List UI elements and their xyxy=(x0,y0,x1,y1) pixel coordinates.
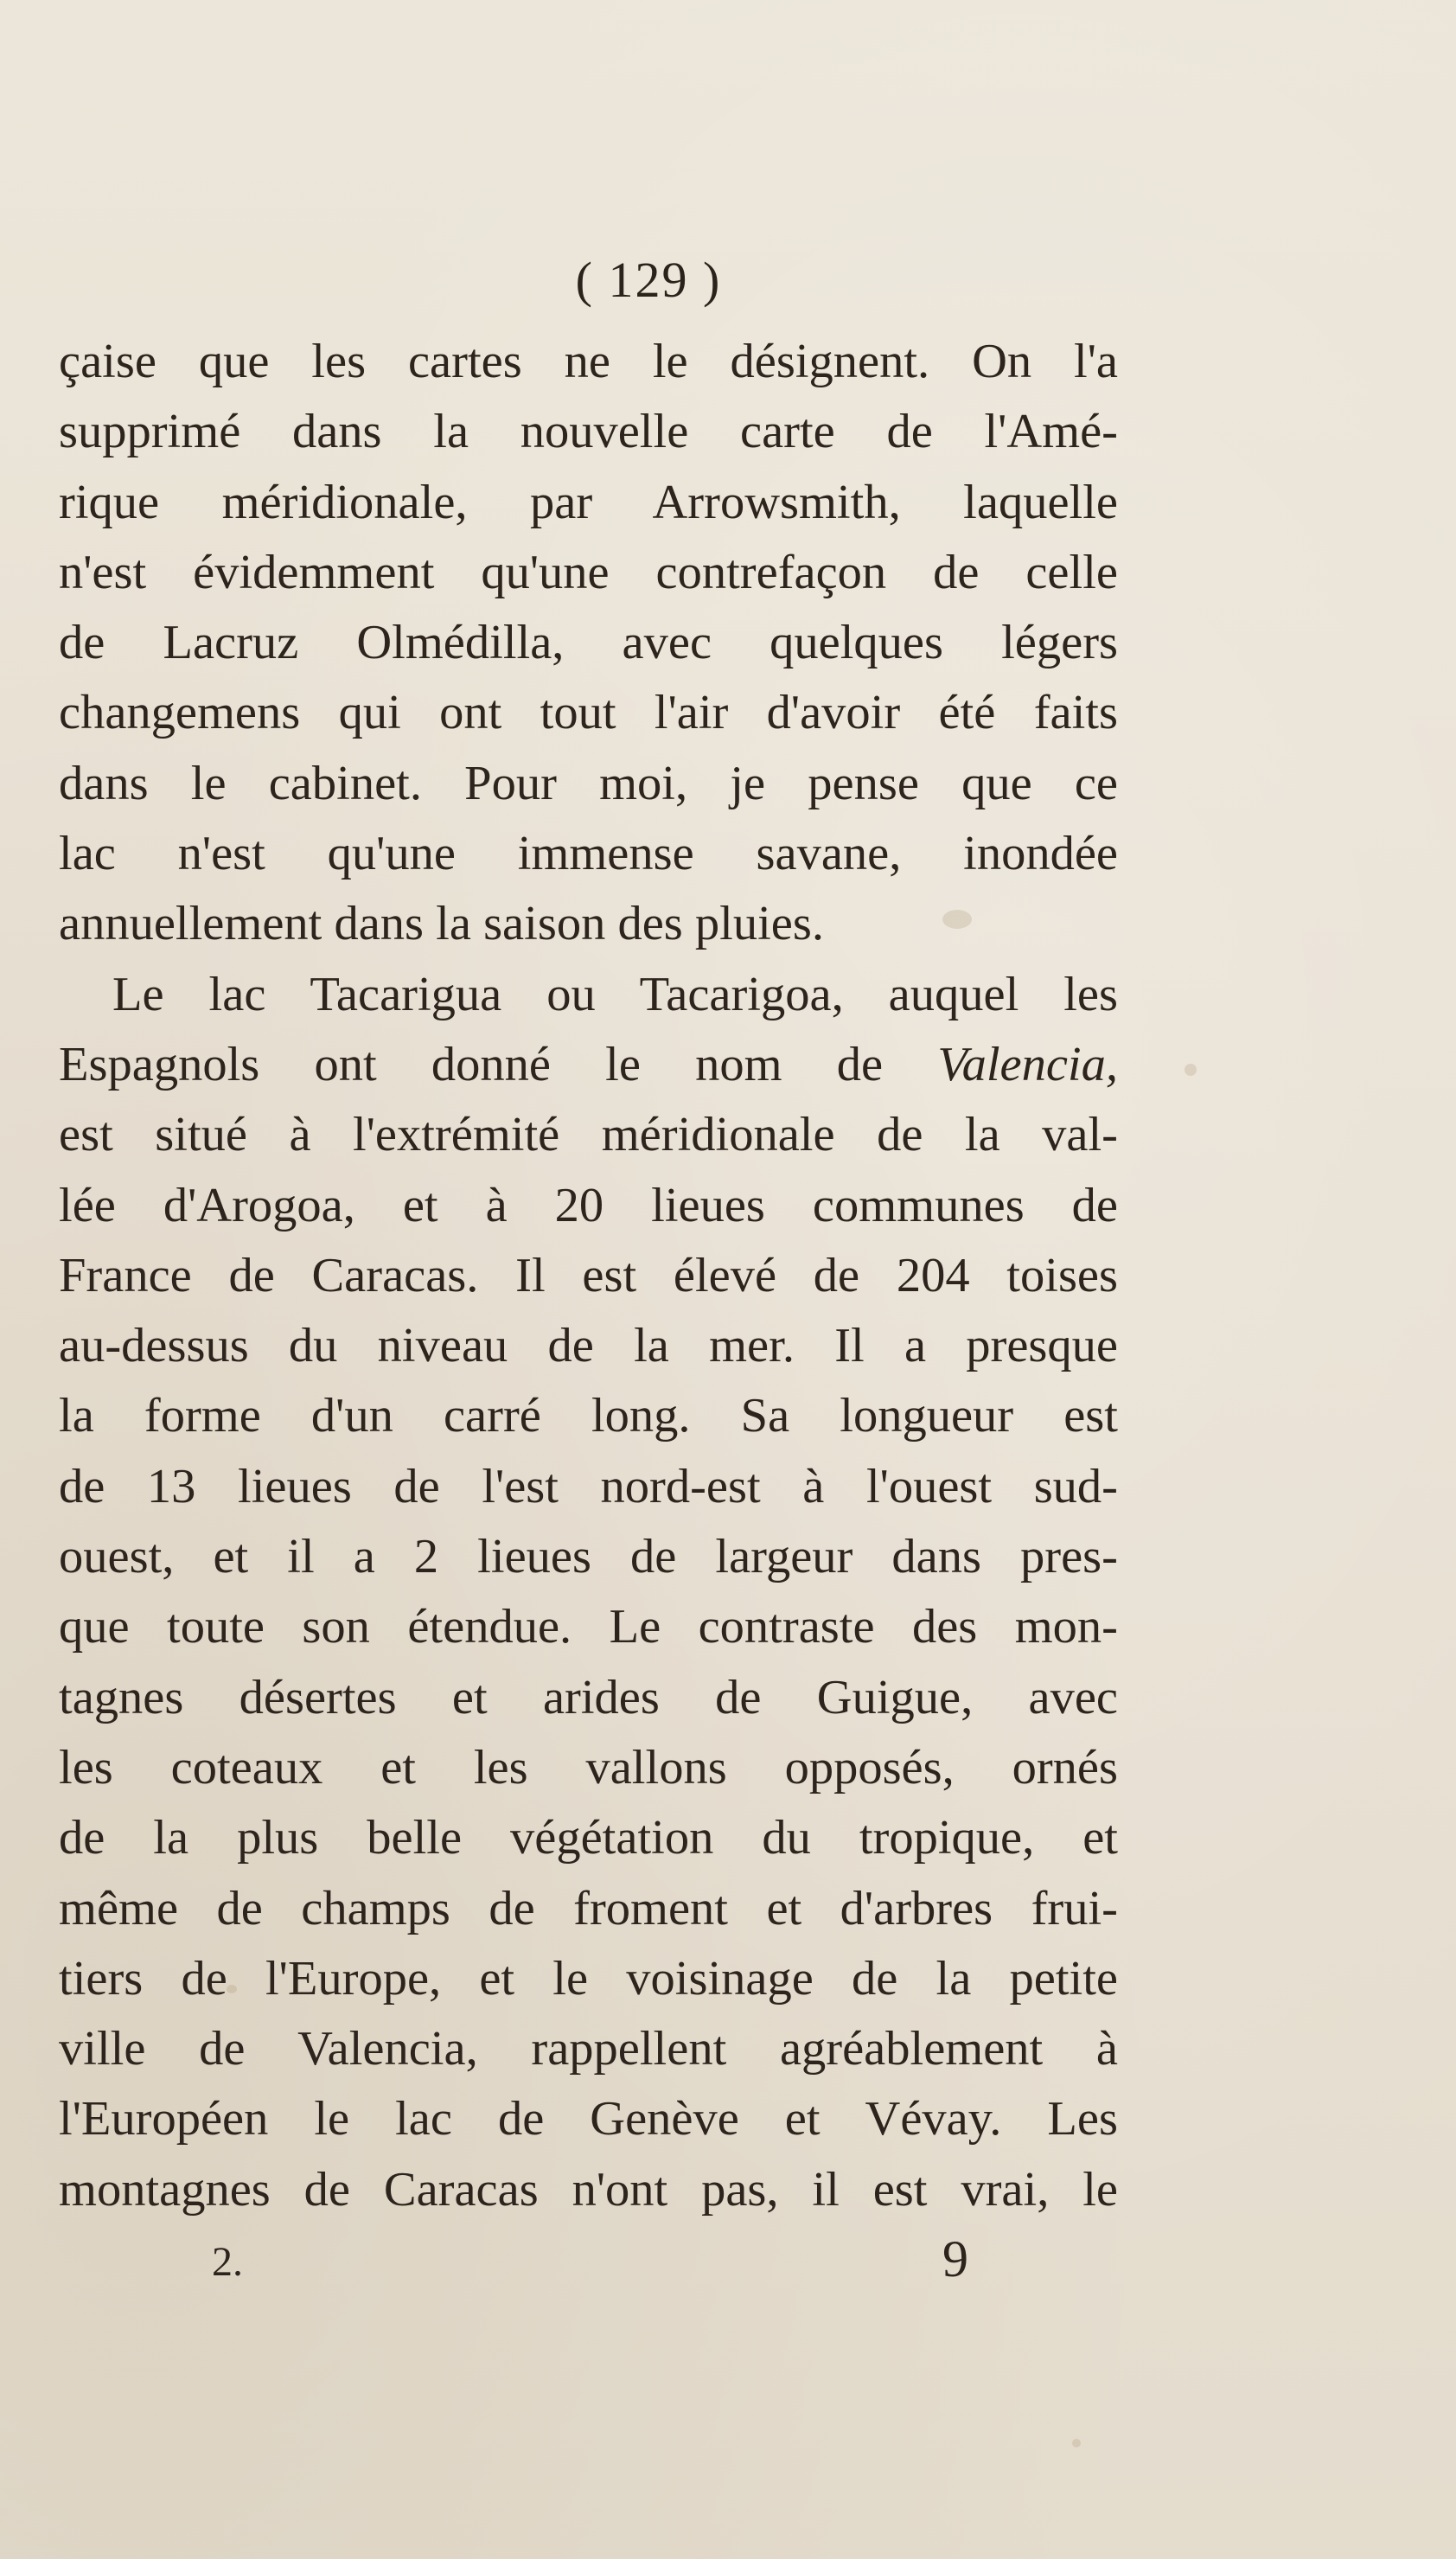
text-line: supprimé dans la nouvelle carte de l'Amé- xyxy=(59,405,1118,459)
folio-number: 9 xyxy=(942,2230,968,2287)
body-text xyxy=(59,327,1118,2225)
text-line: de Lacruz Olmédilla, avec quelques légers xyxy=(59,616,1118,670)
text-line: rique méridionale, par Arrowsmith, laquelle xyxy=(59,475,1118,529)
text-line: que toute son étendue. Le contraste des mon- xyxy=(59,1600,1118,1654)
text-line: France de Caracas. Il est élevé de 204 toises xyxy=(59,1248,1118,1302)
text-line: ville de Valencia, rappellent agréablement à xyxy=(59,2022,1118,2076)
text-line: est situé à l'extrémité méridionale de la val- xyxy=(59,1108,1118,1162)
text-line-with-italic xyxy=(59,1030,1118,1100)
text-line: tagnes désertes et arides de Guigue, avec xyxy=(59,1670,1118,1724)
text-line: au-dessus du niveau de la mer. Il a presque xyxy=(59,1319,1118,1373)
text-line: montagnes de Caracas n'ont pas, il est vrai, le xyxy=(59,2162,1118,2217)
page-header-number: ( 129 ) xyxy=(575,252,722,308)
text-line: dans le cabinet. Pour moi, je pense que ce xyxy=(59,756,1118,810)
text-line: ouest, et il a 2 lieues de largeur dans pres- xyxy=(59,1530,1118,1584)
italic-place-name: Valencia, xyxy=(937,1037,1118,1091)
text-line: changemens qui ont tout l'air d'avoir été faits xyxy=(59,686,1118,740)
text-line: çaise que les cartes ne le désignent. On l'a xyxy=(59,335,1118,388)
text-line: la forme d'un carré long. Sa longueur est xyxy=(59,1389,1118,1443)
text-line: de la plus belle végétation du tropique, et xyxy=(59,1811,1118,1865)
text-line: les coteaux et les vallons opposés, ornés xyxy=(59,1740,1118,1794)
text-line: n'est évidemment qu'une contrefaçon de celle xyxy=(59,545,1118,599)
text-line: l'Européen le lac de Genève et Vévay. Les xyxy=(59,2092,1118,2146)
text-line: de 13 lieues de l'est nord-est à l'ouest sud- xyxy=(59,1459,1118,1513)
text-line: tiers de l'Europe, et le voisinage de la petite xyxy=(59,1951,1118,2006)
text-segment: Espagnols ont donné le nom de xyxy=(59,1037,938,1091)
text-line: lac n'est qu'une immense savane, inondée xyxy=(59,827,1118,881)
text-line: même de champs de froment et d'arbres frui- xyxy=(59,1881,1118,1935)
signature-mark: 2. xyxy=(212,2239,243,2285)
text-line: lée d'Arogoa, et à 20 lieues communes de xyxy=(59,1178,1118,1232)
paragraph-end-line: annuellement dans la saison des pluies. xyxy=(59,897,824,951)
paragraph-start-line: Le lac Tacarigua ou Tacarigoa, auquel les xyxy=(112,967,1118,1021)
